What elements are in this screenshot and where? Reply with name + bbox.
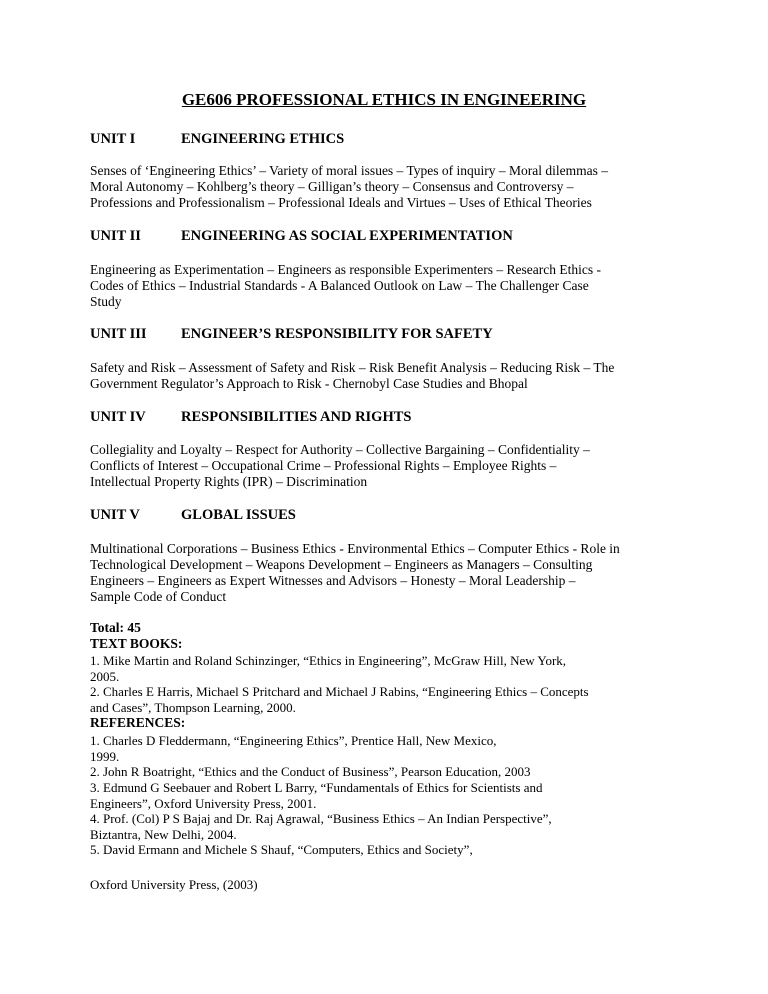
unit-heading-4 bbox=[90, 409, 730, 426]
unit-title: RESPONSIBILITIES AND RIGHTS bbox=[181, 409, 412, 425]
topic-line: Intellectual Property Rights (IPR) – Discrimination bbox=[90, 474, 368, 489]
unit-heading-3 bbox=[90, 326, 730, 343]
reference-line: 1999. bbox=[90, 748, 120, 764]
topic-line: Study bbox=[90, 294, 122, 309]
unit-heading-2 bbox=[90, 228, 730, 245]
total-hours: Total: 45 bbox=[90, 620, 141, 635]
unit-heading-5 bbox=[90, 507, 730, 524]
topic-line: Engineers – Engineers as Expert Witnesses and Advisors – Honesty – Moral Leadership – bbox=[90, 573, 576, 588]
reference-line: 3. Edmund G Seebauer and Robert L Barry, “Fundamentals of Ethics for Scientists and bbox=[90, 780, 543, 795]
unit-title: ENGINEERING ETHICS bbox=[181, 131, 345, 147]
topic-line: Codes of Ethics – Industrial Standards - A Balanced Outlook on Law – The Challenger Case bbox=[90, 278, 589, 293]
topic-line: Multinational Corporations – Business Ethics - Environmental Ethics – Computer Ethics - Role in bbox=[90, 541, 620, 556]
topic-line: Moral Autonomy – Kohlberg’s theory – Gilligan’s theory – Consensus and Controversy – bbox=[90, 179, 574, 194]
textbook-line: 2005. bbox=[90, 668, 120, 684]
unit-4-topics bbox=[90, 442, 650, 490]
references-heading: REFERENCES: bbox=[90, 715, 186, 730]
topic-line: Professions and Professionalism – Professional Ideals and Virtues – Uses of Ethical Theories bbox=[90, 195, 592, 210]
topic-line: Senses of ‘Engineering Ethics’ – Variety of moral issues – Types of inquiry – Moral dilemmas – bbox=[90, 163, 608, 178]
textbook-line: and Cases”, Thompson Learning, 2000. bbox=[90, 699, 296, 715]
unit-number: UNIT IV bbox=[90, 409, 146, 425]
document-title: GE606 PROFESSIONAL ETHICS IN ENGINEERING bbox=[181, 90, 587, 109]
reference-line: 1. Charles D Fleddermann, “Engineering Ethics”, Prentice Hall, New Mexico, bbox=[90, 733, 497, 748]
topic-line: Technological Development – Weapons Development – Engineers as Managers – Consulting bbox=[90, 557, 593, 572]
unit-number: UNIT II bbox=[90, 228, 141, 244]
topic-line: Safety and Risk – Assessment of Safety and Risk – Risk Benefit Analysis – Reducing Risk – The bbox=[90, 360, 615, 375]
reference-item-2 bbox=[90, 764, 531, 780]
reference-item-5 bbox=[90, 842, 473, 858]
reference-line: Engineers”, Oxford University Press, 2001. bbox=[90, 795, 317, 811]
unit-1-topics bbox=[90, 163, 650, 211]
reference-line: Biztantra, New Delhi, 2004. bbox=[90, 826, 237, 842]
reference-publisher-line: Oxford University Press, (2003) bbox=[90, 877, 258, 892]
topic-line: Collegiality and Loyalty – Respect for Authority – Collective Bargaining – Confidentiality – bbox=[90, 442, 590, 457]
reference-item-4 bbox=[90, 811, 552, 842]
unit-title: GLOBAL ISSUES bbox=[181, 507, 296, 523]
textbook-line: 1. Mike Martin and Roland Schinzinger, “Ethics in Engineering”, McGraw Hill, New York, bbox=[90, 653, 567, 668]
topic-line: Government Regulator’s Approach to Risk - Chernobyl Case Studies and Bhopal bbox=[90, 376, 528, 391]
textbook-line: 2. Charles E Harris, Michael S Pritchard and Michael J Rabins, “Engineering Ethics – Concepts bbox=[90, 684, 589, 699]
unit-heading-1 bbox=[90, 131, 730, 148]
unit-title: ENGINEERING AS SOCIAL EXPERIMENTATION bbox=[181, 228, 513, 244]
textbooks-heading: TEXT BOOKS: bbox=[90, 636, 183, 651]
textbook-item-1 bbox=[90, 653, 566, 684]
topic-line: Conflicts of Interest – Occupational Crime – Professional Rights – Employee Rights – bbox=[90, 458, 557, 473]
reference-line: 5. David Ermann and Michele S Shauf, “Computers, Ethics and Society”, bbox=[90, 842, 473, 857]
reference-item-3 bbox=[90, 780, 543, 811]
topic-line: Sample Code of Conduct bbox=[90, 589, 227, 604]
unit-title: ENGINEER’S RESPONSIBILITY FOR SAFETY bbox=[181, 326, 493, 342]
unit-5-topics bbox=[90, 541, 650, 605]
reference-line: 2. John R Boatright, “Ethics and the Conduct of Business”, Pearson Education, 2003 bbox=[90, 764, 531, 779]
unit-number: UNIT V bbox=[90, 507, 140, 523]
unit-number: UNIT I bbox=[90, 131, 136, 147]
unit-2-topics bbox=[90, 262, 650, 310]
topic-line: Engineering as Experimentation – Engineers as responsible Experimenters – Research Ethics - bbox=[90, 262, 601, 277]
reference-item-1 bbox=[90, 733, 497, 764]
unit-number: UNIT III bbox=[90, 326, 147, 342]
reference-line: 4. Prof. (Col) P S Bajaj and Dr. Raj Agrawal, “Business Ethics – An Indian Perspective”, bbox=[90, 811, 552, 826]
textbook-item-2 bbox=[90, 684, 589, 715]
unit-3-topics bbox=[90, 360, 650, 392]
